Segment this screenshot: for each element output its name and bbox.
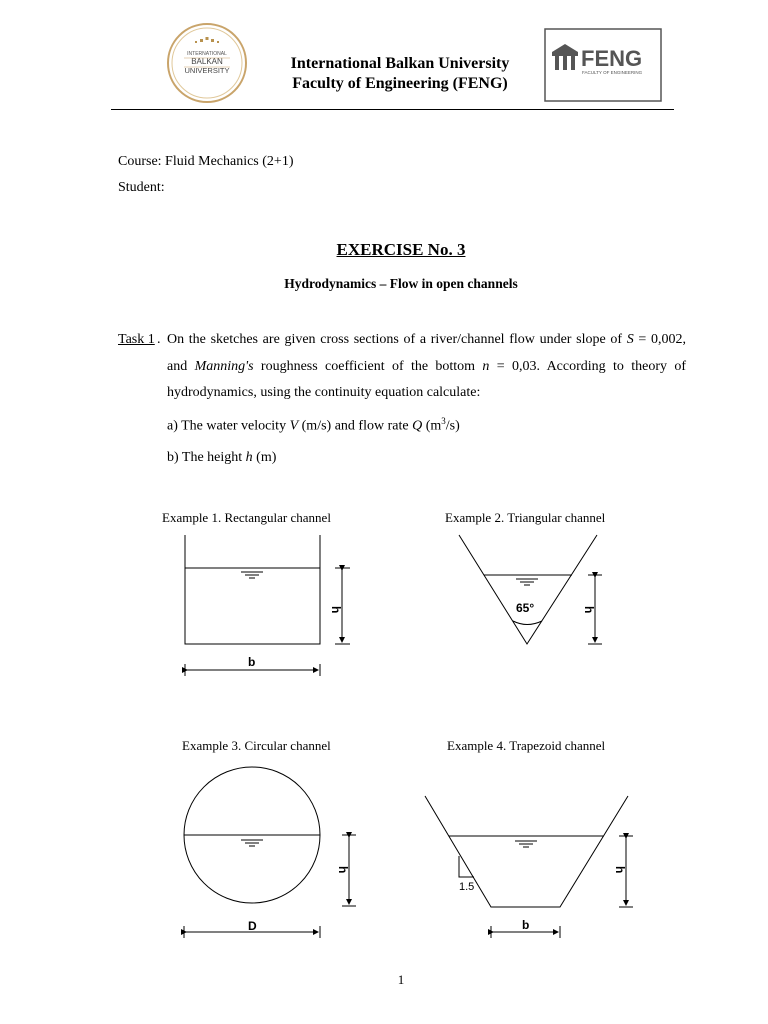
angle-arc [513, 621, 542, 625]
trapezoid-channel-walls [425, 796, 628, 907]
example-4-caption: Example 4. Trapezoid channel [447, 738, 606, 753]
slope-label: 1.5 [459, 881, 475, 893]
rectangular-channel-walls [185, 535, 320, 644]
task-line-2: and Manning's roughness coefficient of the bottom n = 0,03. According to theory of [167, 359, 687, 374]
exercise-subtitle: Hydrodynamics – Flow in open channels [284, 276, 518, 291]
width-label-4: b [522, 918, 530, 932]
student-line: Student: [118, 180, 165, 195]
svg-text:INTERNATIONAL: INTERNATIONAL [187, 51, 227, 57]
task-line-3: hydrodynamics, using the continuity equation calculate: [167, 385, 481, 400]
triangular-channel-walls [459, 535, 597, 644]
water-level-icon [515, 841, 537, 847]
task-line-1: On the sketches are given cross sections of a river/channel flow under slope of S = 0,002, [167, 332, 686, 347]
course-line: Course: Fluid Mechanics (2+1) [118, 154, 294, 169]
exercise-title: EXERCISE No. 3 [336, 240, 466, 259]
task-label: Task 1 [118, 332, 155, 347]
svg-text:BALKAN: BALKAN [191, 57, 223, 66]
water-level-icon [516, 579, 538, 585]
example-1-caption: Example 1. Rectangular channel [162, 510, 331, 525]
faculty-name: Faculty of Engineering (FENG) [292, 75, 508, 92]
rectangular-channel-diagram [185, 535, 350, 676]
example-2-caption: Example 2. Triangular channel [445, 510, 606, 525]
water-level-icon [241, 840, 263, 846]
svg-text:UNIVERSITY: UNIVERSITY [184, 66, 230, 75]
height-label-1: h [329, 606, 343, 614]
width-label-1: b [248, 655, 256, 669]
task-item-b: b) The height h (m) [167, 450, 277, 465]
task-item-a: a) The water velocity V (m/s) and flow rate Q $(m^3/s)$ [167, 416, 460, 434]
university-name: International Balkan University [290, 55, 510, 72]
trapezoid-channel-diagram [425, 796, 633, 938]
height-label-3: h [336, 866, 350, 874]
water-level-icon [241, 572, 263, 578]
triangular-channel-diagram [459, 535, 602, 644]
height-label-4: h [613, 866, 627, 874]
angle-label: 65° [516, 601, 535, 615]
height-label-2: h [582, 606, 596, 614]
svg-text:FACULTY OF ENGINEERING: FACULTY OF ENGINEERING [582, 70, 643, 75]
diameter-label: D [248, 919, 257, 933]
circular-channel-diagram [184, 767, 356, 938]
svg-text:FENG: FENG [581, 46, 643, 71]
task-label-period: . [157, 332, 161, 347]
page-number: 1 [397, 972, 405, 987]
example-3-caption: Example 3. Circular channel [182, 738, 331, 753]
